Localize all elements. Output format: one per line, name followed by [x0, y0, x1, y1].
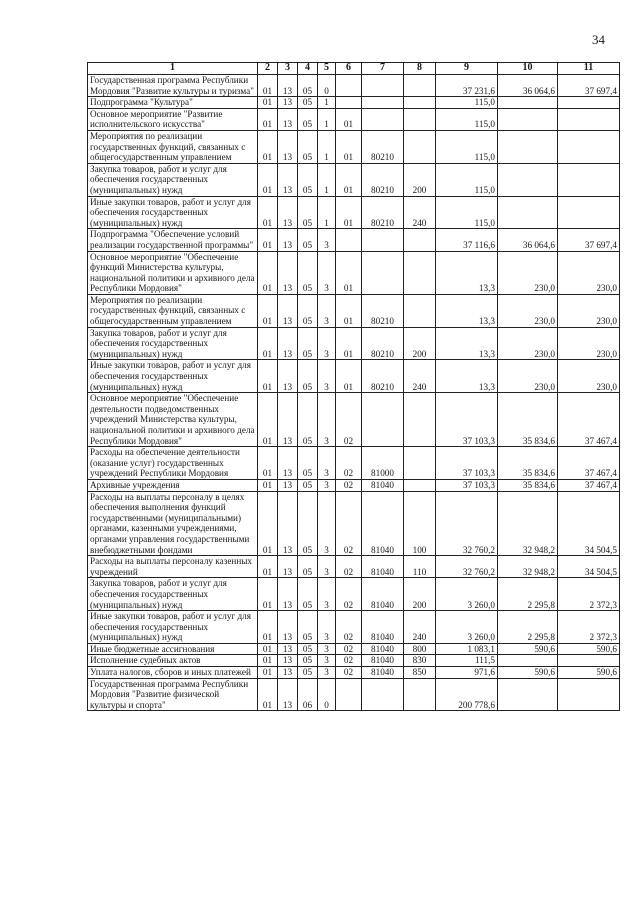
row-name-cell: Иные бюджетные ассигнования — [88, 643, 258, 655]
table-row — [88, 196, 620, 229]
value-cell — [498, 130, 558, 163]
code-cell: 02 — [336, 479, 362, 491]
code-cell: 05 — [298, 447, 318, 480]
code-cell: 200 — [404, 163, 436, 196]
code-cell: 02 — [336, 447, 362, 480]
code-cell: 01 — [258, 196, 278, 229]
value-cell: 230,0 — [558, 327, 620, 360]
code-cell: 3 — [318, 327, 336, 360]
row-name-cell: Архивные учреждения — [88, 479, 258, 491]
table-row — [88, 479, 620, 491]
table-row — [88, 611, 620, 644]
value-cell: 13,3 — [436, 294, 498, 327]
code-cell: 13 — [278, 479, 298, 491]
value-cell — [558, 655, 620, 667]
code-cell: 81040 — [362, 479, 404, 491]
column-header: 6 — [336, 63, 362, 75]
value-cell: 37 467,4 — [558, 479, 620, 491]
code-cell: 05 — [298, 667, 318, 679]
table-row — [88, 447, 620, 480]
value-cell: 37 103,3 — [436, 393, 498, 447]
code-cell: 02 — [336, 393, 362, 447]
value-cell: 37 467,4 — [558, 393, 620, 447]
code-cell: 3 — [318, 294, 336, 327]
code-cell — [404, 294, 436, 327]
column-header: 10 — [498, 63, 558, 75]
code-cell: 05 — [298, 108, 318, 130]
code-cell: 05 — [298, 229, 318, 251]
row-name-cell: Расходы на выплаты персоналу в целях обеспечения выполнения функций государственными (муниципальными) органами, казенными учреждениями, органами управления государственными внебюджетными фондами — [88, 491, 258, 556]
value-cell: 115,0 — [436, 130, 498, 163]
code-cell — [362, 678, 404, 711]
code-cell: 0 — [318, 75, 336, 97]
code-cell — [404, 479, 436, 491]
code-cell — [336, 678, 362, 711]
code-cell: 13 — [278, 393, 298, 447]
value-cell: 3 260,0 — [436, 611, 498, 644]
code-cell: 240 — [404, 360, 436, 393]
value-cell: 35 834,6 — [498, 479, 558, 491]
row-name-cell: Закупка товаров, работ и услуг для обеспечения государственных (муниципальных) нужд — [88, 327, 258, 360]
value-cell: 32 948,2 — [498, 491, 558, 556]
table-row — [88, 251, 620, 294]
code-cell: 3 — [318, 447, 336, 480]
table-row — [88, 294, 620, 327]
value-cell — [558, 196, 620, 229]
code-cell: 05 — [298, 491, 318, 556]
row-name-cell: Подпрограмма "Обеспечение условий реализации государственной программы" — [88, 229, 258, 251]
value-cell: 37 231,6 — [436, 75, 498, 97]
value-cell — [558, 130, 620, 163]
code-cell: 3 — [318, 611, 336, 644]
code-cell: 01 — [258, 360, 278, 393]
table-row — [88, 643, 620, 655]
code-cell: 13 — [278, 556, 298, 578]
table-row — [88, 163, 620, 196]
value-cell: 36 064,6 — [498, 75, 558, 97]
value-cell — [498, 655, 558, 667]
code-cell — [336, 97, 362, 109]
table-row — [88, 360, 620, 393]
value-cell: 3 260,0 — [436, 578, 498, 611]
value-cell: 36 064,6 — [498, 229, 558, 251]
code-cell: 01 — [258, 479, 278, 491]
value-cell: 37 697,4 — [558, 229, 620, 251]
code-cell: 01 — [336, 108, 362, 130]
code-cell: 01 — [258, 447, 278, 480]
code-cell: 13 — [278, 327, 298, 360]
code-cell: 02 — [336, 643, 362, 655]
value-cell: 115,0 — [436, 97, 498, 109]
column-header: 2 — [258, 63, 278, 75]
code-cell: 05 — [298, 327, 318, 360]
code-cell: 01 — [258, 97, 278, 109]
row-name-cell: Государственная программа Республики Мордовия "Развитие культуры и туризма" — [88, 75, 258, 97]
value-cell — [498, 163, 558, 196]
row-name-cell: Иные закупки товаров, работ и услуг для обеспечения государственных (муниципальных) нужд — [88, 360, 258, 393]
code-cell: 02 — [336, 611, 362, 644]
table-row — [88, 678, 620, 711]
code-cell — [336, 229, 362, 251]
value-cell — [498, 678, 558, 711]
value-cell: 230,0 — [498, 251, 558, 294]
code-cell: 01 — [336, 196, 362, 229]
code-cell: 13 — [278, 667, 298, 679]
code-cell: 01 — [336, 251, 362, 294]
value-cell: 2 372,3 — [558, 578, 620, 611]
code-cell: 81040 — [362, 611, 404, 644]
column-header: 9 — [436, 63, 498, 75]
code-cell: 3 — [318, 360, 336, 393]
table-row — [88, 393, 620, 447]
value-cell: 230,0 — [498, 360, 558, 393]
code-cell: 01 — [258, 655, 278, 667]
row-name-cell: Мероприятия по реализации государственных функций, связанных с общегосударственным управлением — [88, 294, 258, 327]
code-cell: 0 — [318, 678, 336, 711]
code-cell — [362, 75, 404, 97]
code-cell: 81040 — [362, 655, 404, 667]
column-header: 3 — [278, 63, 298, 75]
page-number: 34 — [592, 32, 605, 47]
code-cell: 110 — [404, 556, 436, 578]
code-cell: 80210 — [362, 196, 404, 229]
row-name-cell: Закупка товаров, работ и услуг для обеспечения государственных (муниципальных) нужд — [88, 578, 258, 611]
code-cell: 05 — [298, 578, 318, 611]
code-cell: 05 — [298, 163, 318, 196]
table-row — [88, 667, 620, 679]
table-row — [88, 97, 620, 109]
value-cell: 230,0 — [498, 327, 558, 360]
code-cell: 830 — [404, 655, 436, 667]
code-cell: 01 — [336, 163, 362, 196]
code-cell: 200 — [404, 327, 436, 360]
value-cell: 13,3 — [436, 360, 498, 393]
value-cell: 111,5 — [436, 655, 498, 667]
code-cell: 13 — [278, 447, 298, 480]
table-row — [88, 655, 620, 667]
code-cell: 01 — [258, 393, 278, 447]
value-cell: 230,0 — [558, 360, 620, 393]
value-cell: 230,0 — [558, 251, 620, 294]
column-header: 1 — [88, 63, 258, 75]
code-cell — [362, 108, 404, 130]
code-cell: 05 — [298, 643, 318, 655]
code-cell: 01 — [258, 578, 278, 611]
code-cell — [362, 229, 404, 251]
code-cell: 1 — [318, 108, 336, 130]
row-name-cell: Подпрограмма "Культура" — [88, 97, 258, 109]
code-cell: 05 — [298, 196, 318, 229]
code-cell: 800 — [404, 643, 436, 655]
code-cell: 01 — [258, 130, 278, 163]
value-cell: 13,3 — [436, 327, 498, 360]
code-cell: 05 — [298, 556, 318, 578]
code-cell: 05 — [298, 130, 318, 163]
row-name-cell: Основное мероприятие "Обеспечение деятельности подведомственных учреждений Министерства культуры, национальной политики и архивного дела Республики Мордовия" — [88, 393, 258, 447]
code-cell — [404, 75, 436, 97]
value-cell: 34 504,5 — [558, 491, 620, 556]
table-row — [88, 327, 620, 360]
row-name-cell: Исполнение судебных актов — [88, 655, 258, 667]
value-cell: 37 103,3 — [436, 479, 498, 491]
code-cell: 02 — [336, 655, 362, 667]
code-cell: 05 — [298, 360, 318, 393]
code-cell: 13 — [278, 97, 298, 109]
code-cell: 01 — [336, 360, 362, 393]
table-row — [88, 491, 620, 556]
code-cell: 1 — [318, 130, 336, 163]
code-cell: 13 — [278, 611, 298, 644]
code-cell: 3 — [318, 655, 336, 667]
code-cell: 81040 — [362, 491, 404, 556]
value-cell: 34 504,5 — [558, 556, 620, 578]
value-cell: 37 697,4 — [558, 75, 620, 97]
code-cell: 80210 — [362, 163, 404, 196]
code-cell: 81000 — [362, 447, 404, 480]
code-cell — [404, 251, 436, 294]
code-cell: 3 — [318, 251, 336, 294]
code-cell: 3 — [318, 667, 336, 679]
code-cell: 01 — [258, 491, 278, 556]
code-cell — [404, 447, 436, 480]
value-cell: 32 948,2 — [498, 556, 558, 578]
value-cell: 590,6 — [498, 643, 558, 655]
code-cell: 3 — [318, 393, 336, 447]
code-cell: 3 — [318, 556, 336, 578]
code-cell: 13 — [278, 491, 298, 556]
value-cell: 1 083,1 — [436, 643, 498, 655]
code-cell: 13 — [278, 578, 298, 611]
column-header: 4 — [298, 63, 318, 75]
code-cell: 13 — [278, 678, 298, 711]
code-cell: 3 — [318, 578, 336, 611]
code-cell: 80210 — [362, 294, 404, 327]
value-cell: 2 372,3 — [558, 611, 620, 644]
table-row — [88, 578, 620, 611]
value-cell: 35 834,6 — [498, 447, 558, 480]
value-cell — [498, 196, 558, 229]
value-cell: 590,6 — [558, 667, 620, 679]
row-name-cell: Иные закупки товаров, работ и услуг для обеспечения государственных (муниципальных) нужд — [88, 611, 258, 644]
table-body — [88, 75, 620, 711]
code-cell: 1 — [318, 163, 336, 196]
code-cell: 80210 — [362, 130, 404, 163]
code-cell: 05 — [298, 251, 318, 294]
code-cell: 13 — [278, 360, 298, 393]
code-cell — [404, 229, 436, 251]
row-name-cell: Расходы на обеспечение деятельности (оказание услуг) государственных учреждений Республики Мордовия — [88, 447, 258, 480]
code-cell: 3 — [318, 229, 336, 251]
value-cell: 115,0 — [436, 163, 498, 196]
code-cell: 01 — [258, 163, 278, 196]
column-header: 8 — [404, 63, 436, 75]
value-cell: 200 778,6 — [436, 678, 498, 711]
code-cell: 05 — [298, 75, 318, 97]
value-cell: 971,6 — [436, 667, 498, 679]
code-cell: 02 — [336, 667, 362, 679]
value-cell: 13,3 — [436, 251, 498, 294]
code-cell — [362, 393, 404, 447]
table-row — [88, 75, 620, 97]
code-cell: 13 — [278, 251, 298, 294]
code-cell: 240 — [404, 611, 436, 644]
code-cell: 01 — [258, 678, 278, 711]
code-cell: 05 — [298, 479, 318, 491]
code-cell: 05 — [298, 294, 318, 327]
code-cell: 850 — [404, 667, 436, 679]
code-cell: 01 — [258, 327, 278, 360]
code-cell: 80210 — [362, 360, 404, 393]
row-name-cell: Иные закупки товаров, работ и услуг для обеспечения государственных (муниципальных) нужд — [88, 196, 258, 229]
column-header: 11 — [558, 63, 620, 75]
code-cell: 02 — [336, 578, 362, 611]
column-header: 7 — [362, 63, 404, 75]
code-cell: 02 — [336, 556, 362, 578]
table-row — [88, 130, 620, 163]
row-name-cell: Мероприятия по реализации государственных функций, связанных с общегосударственным управлением — [88, 130, 258, 163]
code-cell: 81040 — [362, 643, 404, 655]
code-cell — [362, 251, 404, 294]
code-cell — [404, 97, 436, 109]
code-cell: 01 — [258, 229, 278, 251]
code-cell: 01 — [258, 75, 278, 97]
code-cell: 05 — [298, 393, 318, 447]
row-name-cell: Основное мероприятие "Развитие исполнительского искусства" — [88, 108, 258, 130]
budget-table — [87, 62, 620, 711]
value-cell: 590,6 — [498, 667, 558, 679]
value-cell — [558, 97, 620, 109]
value-cell — [498, 108, 558, 130]
code-cell: 01 — [258, 556, 278, 578]
code-cell: 01 — [258, 108, 278, 130]
code-cell: 05 — [298, 611, 318, 644]
code-cell: 01 — [336, 327, 362, 360]
table-row — [88, 229, 620, 251]
column-header: 5 — [318, 63, 336, 75]
value-cell: 37 103,3 — [436, 447, 498, 480]
code-cell — [404, 393, 436, 447]
value-cell: 230,0 — [498, 294, 558, 327]
value-cell — [558, 678, 620, 711]
code-cell: 13 — [278, 196, 298, 229]
code-cell: 100 — [404, 491, 436, 556]
value-cell: 115,0 — [436, 196, 498, 229]
code-cell: 1 — [318, 196, 336, 229]
code-cell: 13 — [278, 108, 298, 130]
code-cell: 01 — [258, 643, 278, 655]
code-cell: 81040 — [362, 556, 404, 578]
code-cell: 200 — [404, 578, 436, 611]
value-cell — [558, 163, 620, 196]
code-cell — [336, 75, 362, 97]
row-name-cell: Расходы на выплаты персоналу казенных учреждений — [88, 556, 258, 578]
code-cell: 13 — [278, 655, 298, 667]
value-cell: 230,0 — [558, 294, 620, 327]
code-cell: 81040 — [362, 667, 404, 679]
row-name-cell: Уплата налогов, сборов и иных платежей — [88, 667, 258, 679]
value-cell — [558, 108, 620, 130]
table-row — [88, 108, 620, 130]
code-cell — [404, 678, 436, 711]
code-cell: 13 — [278, 130, 298, 163]
code-cell: 240 — [404, 196, 436, 229]
code-cell: 13 — [278, 643, 298, 655]
value-cell: 2 295,8 — [498, 611, 558, 644]
code-cell: 1 — [318, 97, 336, 109]
table-row — [88, 556, 620, 578]
code-cell: 3 — [318, 491, 336, 556]
code-cell — [404, 130, 436, 163]
code-cell: 02 — [336, 491, 362, 556]
value-cell: 35 834,6 — [498, 393, 558, 447]
code-cell — [404, 108, 436, 130]
code-cell: 81040 — [362, 578, 404, 611]
value-cell: 32 760,2 — [436, 556, 498, 578]
code-cell: 13 — [278, 229, 298, 251]
code-cell: 80210 — [362, 327, 404, 360]
value-cell: 2 295,8 — [498, 578, 558, 611]
value-cell: 32 760,2 — [436, 491, 498, 556]
code-cell: 01 — [258, 294, 278, 327]
code-cell: 01 — [336, 130, 362, 163]
code-cell: 01 — [258, 251, 278, 294]
value-cell: 115,0 — [436, 108, 498, 130]
row-name-cell: Основное мероприятие "Обеспечение функций Министерства культуры, национальной политики и архивного дела Республики Мордовия" — [88, 251, 258, 294]
code-cell: 13 — [278, 75, 298, 97]
code-cell: 05 — [298, 97, 318, 109]
code-cell: 3 — [318, 479, 336, 491]
code-cell: 01 — [258, 667, 278, 679]
code-cell: 13 — [278, 163, 298, 196]
value-cell: 590,6 — [558, 643, 620, 655]
value-cell — [498, 97, 558, 109]
value-cell: 37 116,6 — [436, 229, 498, 251]
code-cell: 06 — [298, 678, 318, 711]
row-name-cell: Закупка товаров, работ и услуг для обеспечения государственных (муниципальных) нужд — [88, 163, 258, 196]
row-name-cell: Государственная программа Республики Мордовия "Развитие физической культуры и спорта" — [88, 678, 258, 711]
header-row — [88, 63, 620, 75]
code-cell: 01 — [336, 294, 362, 327]
code-cell: 01 — [258, 611, 278, 644]
code-cell — [362, 97, 404, 109]
code-cell: 3 — [318, 643, 336, 655]
code-cell: 13 — [278, 294, 298, 327]
code-cell: 05 — [298, 655, 318, 667]
value-cell: 37 467,4 — [558, 447, 620, 480]
